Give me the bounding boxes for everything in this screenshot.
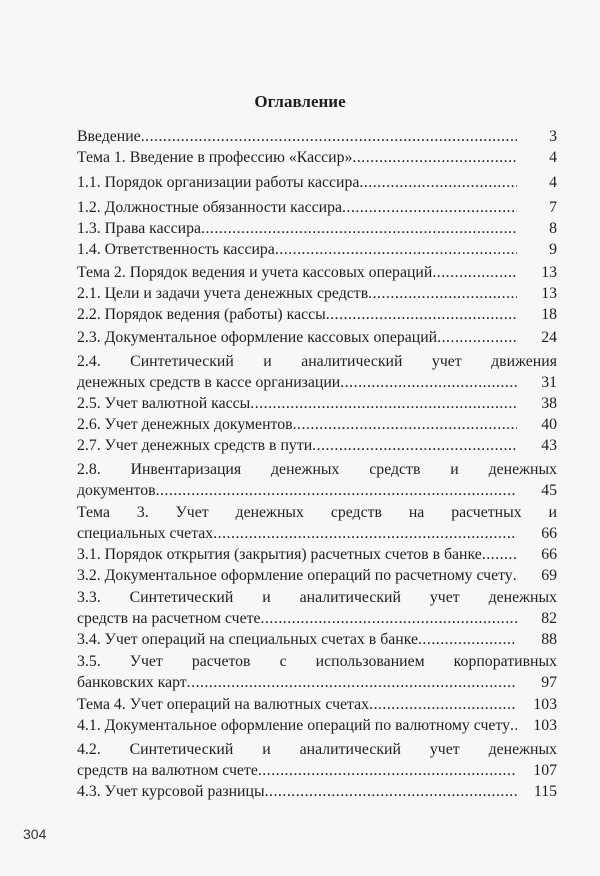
toc-page-number: 4 <box>549 174 557 191</box>
toc-entry-title-last-line: денежных средств в кассе организации <box>77 374 341 391</box>
toc-leader-dots <box>368 283 517 304</box>
toc-entry <box>77 781 557 802</box>
toc-page-number: 18 <box>541 306 557 323</box>
toc-entry-title: 2.5. Учет валютной кассы <box>77 395 251 412</box>
toc-leader-dots <box>293 414 517 435</box>
toc-entry <box>77 435 557 456</box>
toc-entry <box>77 739 557 781</box>
toc-entry-title: 2.3. Документальное оформление кассовых операций <box>77 329 438 346</box>
toc-entry-title-last-line: документов <box>77 482 156 499</box>
toc-entry-title: 1.2. Должностные обязанности кассира <box>77 199 343 216</box>
toc-page-number: 8 <box>549 220 557 237</box>
toc-entry <box>77 502 557 544</box>
toc-entry-title-last-line: средств на расчетном счете <box>77 610 261 627</box>
toc-entry <box>77 565 557 586</box>
toc-page-number: 66 <box>541 525 557 542</box>
toc-leader-dots <box>213 523 517 544</box>
table-of-contents <box>77 126 557 802</box>
toc-entry <box>77 197 557 218</box>
toc-leader-dots <box>258 760 517 781</box>
toc-entry-title: 1.3. Права кассира <box>77 220 202 237</box>
toc-leader-dots <box>437 327 517 348</box>
toc-leader-dots <box>369 694 517 715</box>
toc-leader-dots <box>482 544 517 565</box>
toc-page-number: 24 <box>541 329 557 346</box>
toc-entry-title: 3.1. Порядок открытия (закрытия) расчетных счетов в банке <box>77 546 482 563</box>
toc-leader-dots <box>418 629 517 650</box>
toc-entry-title-last-line: специальных счетах <box>77 525 214 542</box>
toc-entry-title-last-line: банковских карт <box>77 674 187 691</box>
toc-entry <box>77 587 557 629</box>
toc-page-number: 97 <box>541 674 557 691</box>
toc-leader-dots <box>352 147 517 168</box>
toc-entry <box>77 327 557 348</box>
toc-entry <box>77 239 557 260</box>
toc-entry <box>77 172 557 193</box>
toc-page-number: 40 <box>541 416 557 433</box>
toc-entry-title-last-line: средств на валютном счете <box>77 762 258 779</box>
toc-entry <box>77 694 557 715</box>
toc-entry-title-first-line: 2.8. Инвентаризация денежных средств и денежных <box>77 461 557 478</box>
toc-entry-title: 1.4. Ответственность кассира <box>77 241 275 258</box>
toc-entry-title: 3.2. Документальное оформление операций по расчетному счету <box>77 567 513 584</box>
toc-page-number: 88 <box>541 631 557 648</box>
toc-entry <box>77 283 557 304</box>
toc-page-number: 103 <box>533 717 557 734</box>
toc-page-number: 103 <box>533 696 557 713</box>
toc-page-number: 45 <box>541 482 557 499</box>
toc-leader-dots <box>432 262 517 283</box>
toc-entry-title: 2.7. Учет денежных средств в пути <box>77 437 313 454</box>
toc-leader-dots <box>141 126 517 147</box>
toc-entry-title: 2.1. Цели и задачи учета денежных средств <box>77 285 369 302</box>
toc-page-number: 4 <box>549 149 557 166</box>
toc-entry <box>77 393 557 414</box>
toc-entry <box>77 629 557 650</box>
toc-entry-title: Тема 4. Учет операций на валютных счетах <box>77 696 370 713</box>
toc-leader-dots <box>359 172 517 193</box>
toc-entry <box>77 715 557 736</box>
toc-page-number: 107 <box>533 762 557 779</box>
toc-entry-title: Введение <box>77 128 141 145</box>
toc-page-number: 31 <box>541 374 557 391</box>
toc-leader-dots <box>201 218 517 239</box>
toc-page-number: 13 <box>541 264 557 281</box>
toc-entry <box>77 147 557 168</box>
toc-page-number: 66 <box>541 546 557 563</box>
toc-entry-title-first-line: 3.5. Учет расчетов с использованием корпоративных <box>77 653 557 670</box>
toc-page-number: 82 <box>541 610 557 627</box>
toc-entry <box>77 459 557 501</box>
toc-page-number: 69 <box>541 567 557 584</box>
toc-entry-title-first-line: 2.4. Синтетический и аналитический учет движения <box>77 353 557 370</box>
toc-leader-dots <box>265 781 517 802</box>
toc-leader-dots <box>261 608 517 629</box>
toc-entry <box>77 414 557 435</box>
toc-entry-title: 4.3. Учет курсовой разницы <box>77 783 265 800</box>
toc-entry <box>77 651 557 693</box>
toc-leader-dots <box>312 435 517 456</box>
toc-entry-title: Тема 2. Порядок ведения и учета кассовых операций <box>77 264 433 281</box>
toc-leader-dots <box>342 197 517 218</box>
toc-page-number: 3 <box>549 128 557 145</box>
toc-page-number: 9 <box>549 241 557 258</box>
toc-entry-title: 3.4. Учет операций на специальных счетах в банке <box>77 631 418 648</box>
toc-page-number: 38 <box>541 395 557 412</box>
toc-leader-dots <box>340 372 517 393</box>
toc-entry-title-first-line: 3.3. Синтетический и аналитический учет денежных <box>77 589 557 606</box>
toc-leader-dots <box>250 393 517 414</box>
toc-page-number: 43 <box>541 437 557 454</box>
toc-leader-dots <box>156 480 517 501</box>
toc-page-number: 7 <box>549 199 557 216</box>
toc-entry-title-first-line: 4.2. Синтетический и аналитический учет денежных <box>77 741 557 758</box>
toc-leader-dots <box>326 304 517 325</box>
toc-leader-dots <box>187 672 517 693</box>
toc-entry <box>77 126 557 147</box>
toc-entry <box>77 262 557 283</box>
toc-entry <box>77 218 557 239</box>
toc-heading: Оглавление <box>254 92 346 111</box>
toc-entry <box>77 351 557 393</box>
toc-entry-title: 2.2. Порядок ведения (работы) кассы <box>77 306 326 323</box>
toc-leader-dots <box>275 239 517 260</box>
toc-entry-title: 1.1. Порядок организации работы кассира <box>77 174 360 191</box>
toc-entry-title: 4.1. Документальное оформление операций по валютному счету <box>77 717 511 734</box>
toc-page-number: 13 <box>541 285 557 302</box>
toc-entry-title: 2.6. Учет денежных документов <box>77 416 293 433</box>
toc-entry <box>77 544 557 565</box>
toc-entry <box>77 304 557 325</box>
page-number: 304 <box>23 826 47 842</box>
toc-leader-dots <box>510 715 517 736</box>
toc-page-number: 115 <box>533 783 557 800</box>
toc-entry-title-first-line: Тема 3. Учет денежных средств на расчетных и <box>77 504 557 521</box>
toc-entry-title: Тема 1. Введение в профессию «Кассир» <box>77 149 353 166</box>
